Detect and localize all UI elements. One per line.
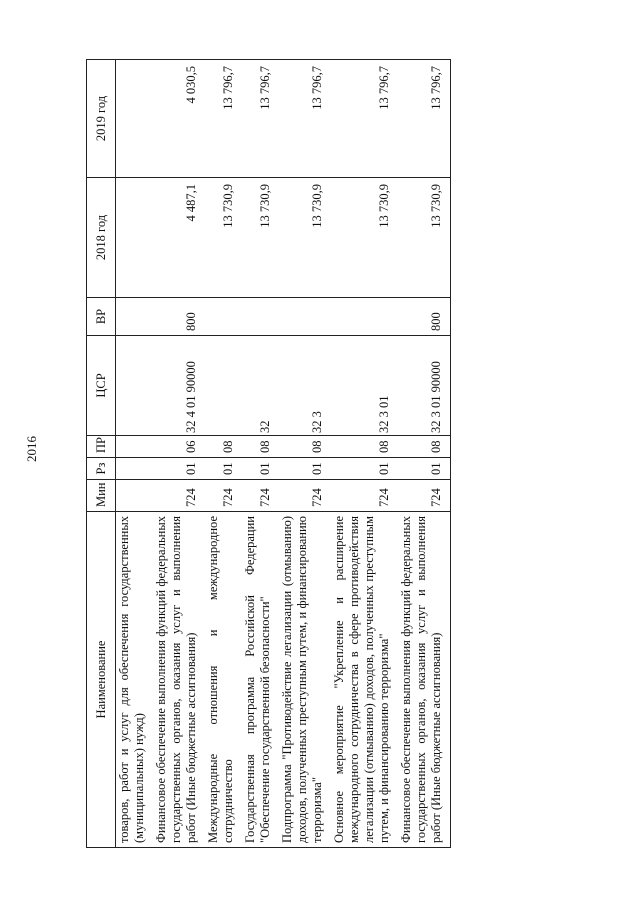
row-pr: 06 [153,436,205,458]
table-row [398,60,451,848]
row-csr: 32 [242,336,279,436]
row-vr [279,298,331,336]
row-min: 724 [205,480,242,512]
table-row [205,60,242,848]
row-pr: 08 [242,436,279,458]
row-vr [242,298,279,336]
row-2018: 13 730,9 [398,178,451,298]
row-2018: 13 730,9 [205,178,242,298]
row-2019: 13 796,7 [331,60,398,178]
row-min: 724 [279,480,331,512]
row-pr: 08 [205,436,242,458]
row-name: Основное мероприятие "Укрепление и расширение международного сотрудничества в сфере противодействия легализации (отмыванию) доходов, полученных преступным путем, и финансированию терроризма" [331,512,398,848]
row-csr: 32 3 01 90000 [398,336,451,436]
row-csr: 32 3 [279,336,331,436]
row-2019: 13 796,7 [205,60,242,178]
header-2019: 2019 год [87,60,116,178]
row-2019: 13 796,7 [279,60,331,178]
header-2018: 2018 год [87,178,116,298]
row-vr [205,298,242,336]
row-min: 724 [153,480,205,512]
row-csr [205,336,242,436]
row-rz: 01 [153,458,205,480]
header-min: Мин [87,480,116,512]
row-vr: 800 [398,298,451,336]
row-min: 724 [242,480,279,512]
row-name: Финансовое обеспечение выполнения функций федеральных государственных органов, оказания услуг и выполнения работ (Иные бюджетные ассигнования) [398,512,451,848]
row-name: товаров, работ и услуг для обеспечения государственных (муниципальных) нужд) [116,512,154,848]
row-pr: 08 [331,436,398,458]
header-rz: Рз [87,458,116,480]
row-name: Подпрограмма "Противодействие легализации (отмыванию) доходов, полученных преступным путем, и финансированию терроризма" [279,512,331,848]
row-2019 [116,60,154,178]
row-rz: 01 [205,458,242,480]
row-2019: 13 796,7 [398,60,451,178]
table-row [153,60,205,848]
row-rz: 01 [398,458,451,480]
row-min [116,480,154,512]
row-2019: 4 030,5 [153,60,205,178]
header-name: Наименование [87,512,116,848]
row-pr: 08 [398,436,451,458]
row-pr: 08 [279,436,331,458]
row-2018: 13 730,9 [279,178,331,298]
row-csr: 32 4 01 90000 [153,336,205,436]
header-pr: ПР [87,436,116,458]
budget-table [86,59,451,848]
row-vr: 800 [153,298,205,336]
table-body [116,60,451,848]
header-vr: ВР [87,298,116,336]
row-2018 [116,178,154,298]
table-row [242,60,279,848]
row-min: 724 [331,480,398,512]
row-rz: 01 [279,458,331,480]
row-rz: 01 [331,458,398,480]
row-name: Государственная программа Российской Федерации "Обеспечение государственной безопасности" [242,512,279,848]
rotated-page-content [86,60,612,848]
table-row [279,60,331,848]
row-vr [116,298,154,336]
row-pr [116,436,154,458]
table-row [331,60,398,848]
table-row [116,60,154,848]
row-name: Финансовое обеспечение выполнения функций федеральных государственных органов, оказания услуг и выполнения работ (Иные бюджетные ассигнования) [153,512,205,848]
page-number: 2016 [24,436,39,462]
row-2019: 13 796,7 [242,60,279,178]
row-rz [116,458,154,480]
row-vr [331,298,398,336]
row-rz: 01 [242,458,279,480]
row-2018: 13 730,9 [242,178,279,298]
row-csr [116,336,154,436]
row-2018: 4 487,1 [153,178,205,298]
row-csr: 32 3 01 [331,336,398,436]
table-header [87,60,116,848]
header-row [87,60,116,848]
row-name: Международные отношения и международное сотрудничество [205,512,242,848]
header-csr: ЦСР [87,336,116,436]
row-2018: 13 730,9 [331,178,398,298]
row-min: 724 [398,480,451,512]
